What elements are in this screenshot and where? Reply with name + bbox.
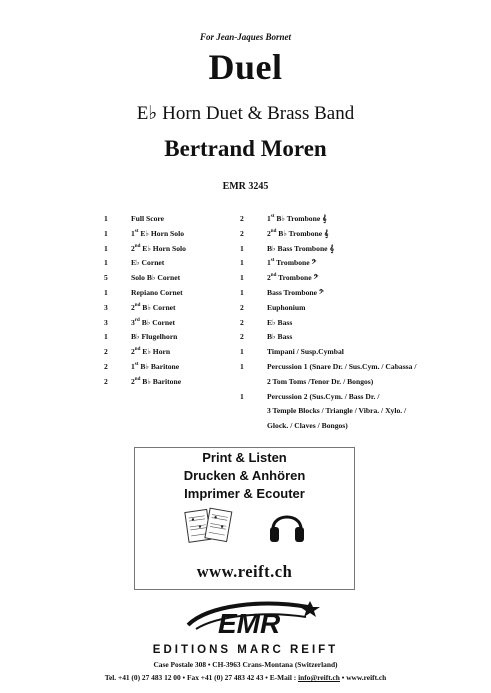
part-name (267, 256, 316, 271)
part-label: Percussion 1 (Snare Dr. / Sus.Cym. / Cabassa / (267, 361, 417, 371)
part-label: B♭ Bass Trombone 𝄞 (267, 243, 334, 253)
part-ordinal: nd (134, 302, 141, 308)
part-name (267, 360, 416, 375)
part-quantity: 1 (104, 258, 108, 268)
part-name (267, 301, 305, 316)
part-name (131, 212, 164, 227)
part-ordinal: st (134, 361, 139, 367)
part-name (131, 301, 176, 316)
part-label: B♭ Cornet (139, 317, 176, 327)
part-row (240, 212, 416, 227)
part-name (131, 316, 175, 331)
part-label: Full Score (131, 214, 164, 223)
part-name (267, 242, 334, 257)
part-label: Repiano Cornet (131, 287, 183, 297)
part-quantity: 2 (104, 361, 108, 371)
part-row (240, 345, 416, 360)
part-quantity: 1 (104, 243, 108, 253)
part-quantity: 1 (240, 258, 244, 268)
part-quantity: 1 (240, 361, 244, 371)
part-ordinal: nd (134, 243, 141, 249)
part-ordinal: st (270, 214, 275, 219)
subtitle: E♭ Horn Duet & Brass Band (136, 103, 355, 124)
part-name (267, 212, 327, 227)
part-label: B♭ Baritone (140, 376, 182, 386)
website-link[interactable]: www.reift.ch (196, 562, 293, 581)
publisher-contact (0, 673, 491, 682)
part-name (131, 271, 180, 286)
part-label: B♭ Cornet (140, 302, 176, 312)
part-quantity: 1 (104, 214, 108, 223)
part-quantity: 1 (240, 391, 244, 401)
part-row (240, 419, 416, 434)
part-row (240, 316, 416, 331)
part-row (104, 375, 186, 390)
part-row (104, 271, 186, 286)
part-row (240, 256, 416, 271)
part-row (240, 330, 416, 345)
part-row (104, 227, 186, 242)
part-label: 2 Tom Toms /Tenor Dr. / Bongos) (267, 376, 374, 386)
part-name (267, 286, 324, 301)
dedication: For Jean-Jaques Bornet (199, 32, 291, 42)
part-label: B♭ Flugelhorn (131, 332, 178, 342)
publisher-name: EDITIONS MARC REIFT (152, 644, 339, 656)
part-row (240, 404, 416, 419)
part-name (131, 375, 181, 390)
part-quantity: 2 (240, 317, 244, 327)
part-quantity: 2 (104, 376, 108, 386)
part-quantity: 3 (104, 302, 108, 312)
part-row (240, 390, 416, 405)
part-name (131, 345, 170, 360)
part-number: 2 (267, 273, 271, 283)
part-quantity: 1 (104, 287, 108, 297)
part-label: Timpani / Susp.Cymbal (267, 347, 344, 357)
contact-web: • www.reift.ch (339, 673, 387, 682)
part-ordinal: st (134, 228, 139, 234)
part-label: B♭ Bass (267, 332, 293, 342)
part-quantity: 2 (240, 302, 244, 312)
part-label: E♭ Cornet (131, 258, 165, 268)
part-quantity: 3 (104, 317, 108, 327)
part-name (131, 286, 183, 301)
part-row (104, 316, 186, 331)
part-ordinal: rd (134, 317, 140, 323)
page-title: Duel (208, 47, 283, 87)
part-number: 2 (267, 228, 271, 238)
email-link[interactable]: info@reift.ch (298, 673, 340, 682)
part-quantity: 1 (104, 332, 108, 342)
part-name (131, 227, 184, 242)
part-name (267, 419, 348, 434)
part-quantity: 1 (240, 273, 244, 283)
part-label: Percussion 2 (Sus.Cym. / Bass Dr. / (267, 391, 380, 401)
part-number: 2 (131, 347, 135, 357)
part-row (240, 286, 416, 301)
part-row (104, 301, 186, 316)
publisher-address: Case Postale 308 • CH-3963 Crans-Montana (Switzerland) (153, 660, 338, 669)
composer-name: Bertrand Moren (164, 136, 327, 161)
emr-logo (168, 595, 328, 645)
part-row (104, 242, 186, 257)
part-name (267, 271, 318, 286)
part-row (104, 286, 186, 301)
part-quantity: 2 (104, 347, 108, 357)
part-number: 1 (131, 361, 135, 371)
sheet-music-icon (183, 505, 235, 547)
part-row (104, 330, 186, 345)
part-name (267, 375, 373, 390)
promo-line-3: Imprimer & Ecouter (184, 486, 305, 501)
part-number: 2 (131, 302, 135, 312)
part-number: 3 (131, 317, 135, 327)
part-label: Trombone 𝄢 (276, 273, 319, 283)
part-label: Trombone 𝄢 (274, 258, 317, 268)
part-ordinal: nd (270, 273, 277, 279)
part-name (267, 330, 292, 345)
part-row (240, 375, 416, 390)
headphones-icon (267, 503, 307, 547)
emr-logo-text: EMR (218, 608, 281, 639)
part-number: 2 (131, 376, 135, 386)
part-name (267, 390, 379, 405)
part-label: Bass Trombone 𝄢 (267, 287, 324, 297)
part-row (104, 256, 186, 271)
part-ordinal: nd (270, 228, 277, 234)
parts-list-left (104, 212, 186, 390)
part-number: 2 (131, 243, 135, 253)
part-quantity: 1 (240, 287, 244, 297)
parts-list-right (240, 212, 416, 434)
part-label: E♭ Horn (140, 347, 171, 357)
part-name (267, 345, 344, 360)
part-name (131, 256, 164, 271)
part-row (240, 227, 416, 242)
part-ordinal: st (270, 258, 275, 264)
part-row (240, 301, 416, 316)
part-label: Solo B♭ Cornet (131, 273, 181, 283)
part-quantity: 2 (240, 332, 244, 342)
part-name (131, 242, 186, 257)
print-listen-box[interactable] (134, 447, 355, 590)
part-row (240, 242, 416, 257)
part-number: 1 (267, 258, 271, 268)
part-ordinal: nd (134, 376, 141, 382)
part-name (267, 227, 329, 242)
catalog-number: EMR 3245 (222, 181, 269, 192)
part-name (131, 360, 179, 375)
part-row (104, 345, 186, 360)
part-quantity: 1 (240, 347, 244, 357)
part-label: E♭ Bass (267, 317, 293, 327)
part-name (267, 316, 292, 331)
part-row (104, 212, 186, 227)
contact-phone-fax: Tel. +41 (0) 27 483 12 00 • Fax +41 (0) 27 483 42 43 • E-Mail : (104, 673, 299, 682)
part-quantity: 1 (104, 228, 108, 238)
part-quantity: 2 (240, 214, 244, 223)
part-quantity: 1 (240, 243, 244, 253)
part-name (267, 404, 406, 419)
part-row (104, 360, 186, 375)
part-number: 1 (267, 214, 271, 223)
part-label: 3 Temple Blocks / Triangle / Vibra. / Xylo. / (267, 406, 407, 416)
part-label: E♭ Horn Solo (138, 228, 184, 238)
part-number: 1 (131, 228, 135, 238)
part-label: Glock. / Claves / Bongos) (267, 421, 348, 431)
part-label: B♭ Trombone 𝄞 (274, 214, 327, 223)
part-quantity: 2 (240, 228, 244, 238)
part-label: B♭ Trombone 𝄞 (276, 228, 329, 238)
promo-line-2: Drucken & Anhören (183, 468, 306, 483)
promo-line-1: Print & Listen (202, 450, 287, 465)
part-label: Euphonium (267, 302, 306, 312)
part-name (131, 330, 177, 345)
part-quantity: 5 (104, 273, 108, 283)
part-ordinal: nd (134, 347, 141, 353)
part-label: E♭ Horn Solo (140, 243, 186, 253)
part-label: B♭ Baritone (138, 361, 180, 371)
part-row (240, 360, 416, 375)
part-row (240, 271, 416, 286)
